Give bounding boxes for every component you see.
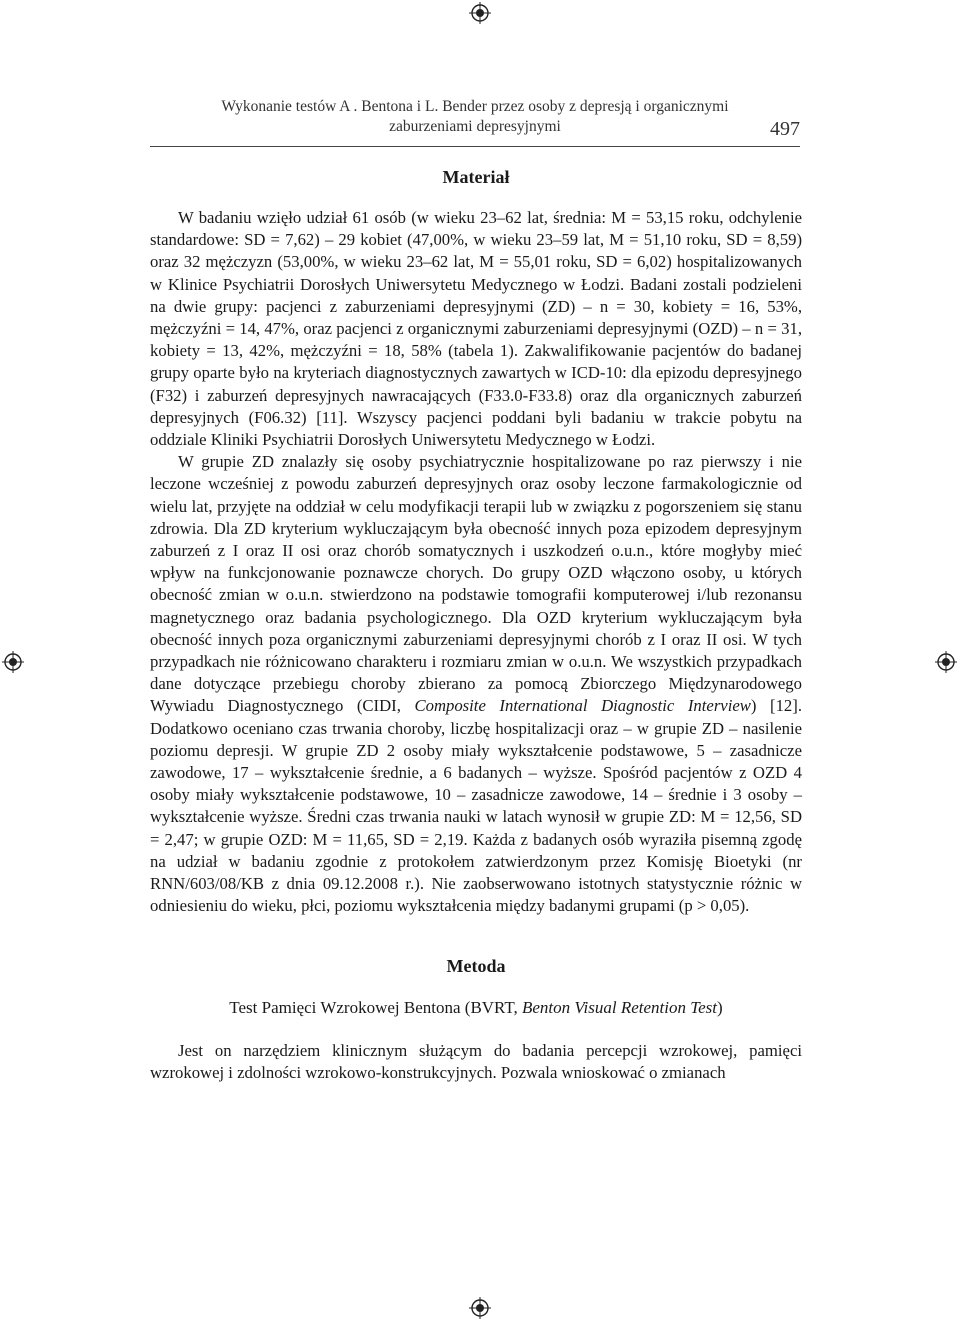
running-head-title-line2: zaburzeniami depresyjnymi <box>389 118 561 135</box>
running-head <box>150 97 800 140</box>
paragraph-material-2 <box>150 451 802 917</box>
header-rule <box>150 146 800 147</box>
registration-mark-icon <box>469 1297 491 1319</box>
paragraph-text: ) [12]. Dodatkowo oceniano czas trwania choroby, liczbę hospitalizacji oraz – w grupie ZD – nasilenie poziomu depresji. W grupie ZD 2 osoby miały wykształcenie podstawowe, 5 – zasadnicze zawodowe, 17 – wykształcenie średnie, a 6 badanych – wyższe. Spośród pacjentów z OZD 4 osoby miały wykształcenie podstawowe, 10 – zasadnicze zawodowe, 14 – średnie i 3 osoby – wykształcenie wyższe. Średni czas trwania nauki w latach wynosił w grupie ZD: M = 12,56, SD = 2,47; w grupie OZD: M = 11,65, SD = 2,19. Każda z badanych osób wyraziła pisemną zgodę na udział w badaniu zgodnie z protokołem zatwierdzonym przez Komisję Bioetyki (nr RNN/603/08/KB z dnia 09.12.2008 r.). Nie zaobserwowano istotnych statystycznie różnic w odniesieniu do wieku, płci, poziomu wykształcenia między badanymi grupami (p > 0,05). <box>150 696 802 916</box>
article-body <box>150 166 802 1084</box>
section-heading-material: Materiał <box>442 167 510 187</box>
running-head-title-line1: Wykonanie testów A . Bentona i L. Bender przez osoby z depresją i organicznymi <box>221 98 729 115</box>
running-head-title <box>195 97 755 137</box>
paragraph-metoda-1: Jest on narzędziem klinicznym służącym do badania percepcji wzrokowej, pamięci wzrokowej i zdolności wzrokowo-konstrukcyjnych. Pozwala wnioskować o zmianach <box>150 1040 802 1082</box>
subheading-text: Test Pamięci Wzrokowej Bentona (BVRT, <box>229 997 522 1017</box>
registration-mark-icon <box>469 2 491 24</box>
registration-mark-icon <box>935 651 957 673</box>
subheading-text: ) <box>717 997 723 1017</box>
page-number: 497 <box>770 118 800 140</box>
subsection-heading <box>150 997 802 1019</box>
paragraph-text: W grupie ZD znalazły się osoby psychiatrycznie hospitalizowane po raz pierwszy i nie leczone wcześniej z powodu zaburzeń depresyjnych oraz osoby leczone farmakologicznie od wielu lat, przyjęte na oddział w celu modyfikacji terapii lub w związku z pogorszeniem się stanu zdrowia. Dla ZD kryterium wykluczającym była obecność innych poza epizodem depresyjnym zaburzeń z I oraz II osi oraz chorób somatycznych i uszkodzeń o.u.n., które mogłyby mieć wpływ na funkcjonowanie poznawcze chorych. Do grupy OZD włączono osoby, u których obecność zmian w o.u.n. stwierdzono na podstawie tomografii komputerowej i/lub rezonansu magnetycznego oraz badania psychologicznego. Dla OZD kryterium wykluczającym była obecność innych poza organicznymi zaburzeniami depresyjnymi chorób z I oraz II osi. W tych przypadkach nie różnicowano charakteru i rozmiaru zmian w o.u.n. We wszystkich przypadkach dane dotyczące przebiegu choroby zbierano za pomocą Zbiorczego Międzynarodowego Wywiadu Diagnostycznego (CIDI, <box>150 452 802 716</box>
subheading-italic: Benton Visual Retention Test <box>522 997 718 1017</box>
registration-mark-icon <box>2 651 24 673</box>
italic-term: Composite International Diagnostic Interview <box>414 696 751 716</box>
paragraph-material-1: W badaniu wzięło udział 61 osób (w wieku 23–62 lat, średnia: M = 53,15 roku, odchylenie standardowe: SD = 7,62) – 29 kobiet (47,00%, w wieku 23–59 lat, M = 51,10 roku, SD = 8,59) oraz 32 mężczyzn (53,00%, w wieku 23–62 lat, M = 55,01 roku, SD = 6,02) hospitalizowanych w Klinice Psychiatrii Dorosłych Uniwersytetu Medycznego w Łodzi. Badani zostali podzieleni na dwie grupy: pacjenci z zaburzeniami depresyjnymi (ZD) – n = 30, kobiety = 16, 53%, mężczyźni = 14, 47%, oraz pacjenci z organicznymi zaburzeniami depresyjnymi (OZD) – n = 31, kobiety = 13, 42%, mężczyźni = 18, 58% (tabela 1). Zakwalifikowanie pacjentów do badanej grupy oparte było na kryteriach diagnostycznych zawartych w ICD-10: dla epizodu depresyjnego (F32) i zaburzeń depresyjnych nawracających (F33.0-F33.8) oraz dla organicznych zaburzeń depresyjnych (F06.32) [11]. Wszyscy pacjenci poddani byli badaniu w trakcie pobytu na oddziale Kliniki Psychiatrii Dorosłych Uniwersytetu Medycznego w Łodzi. <box>150 208 802 450</box>
section-heading-metoda: Metoda <box>446 955 506 976</box>
